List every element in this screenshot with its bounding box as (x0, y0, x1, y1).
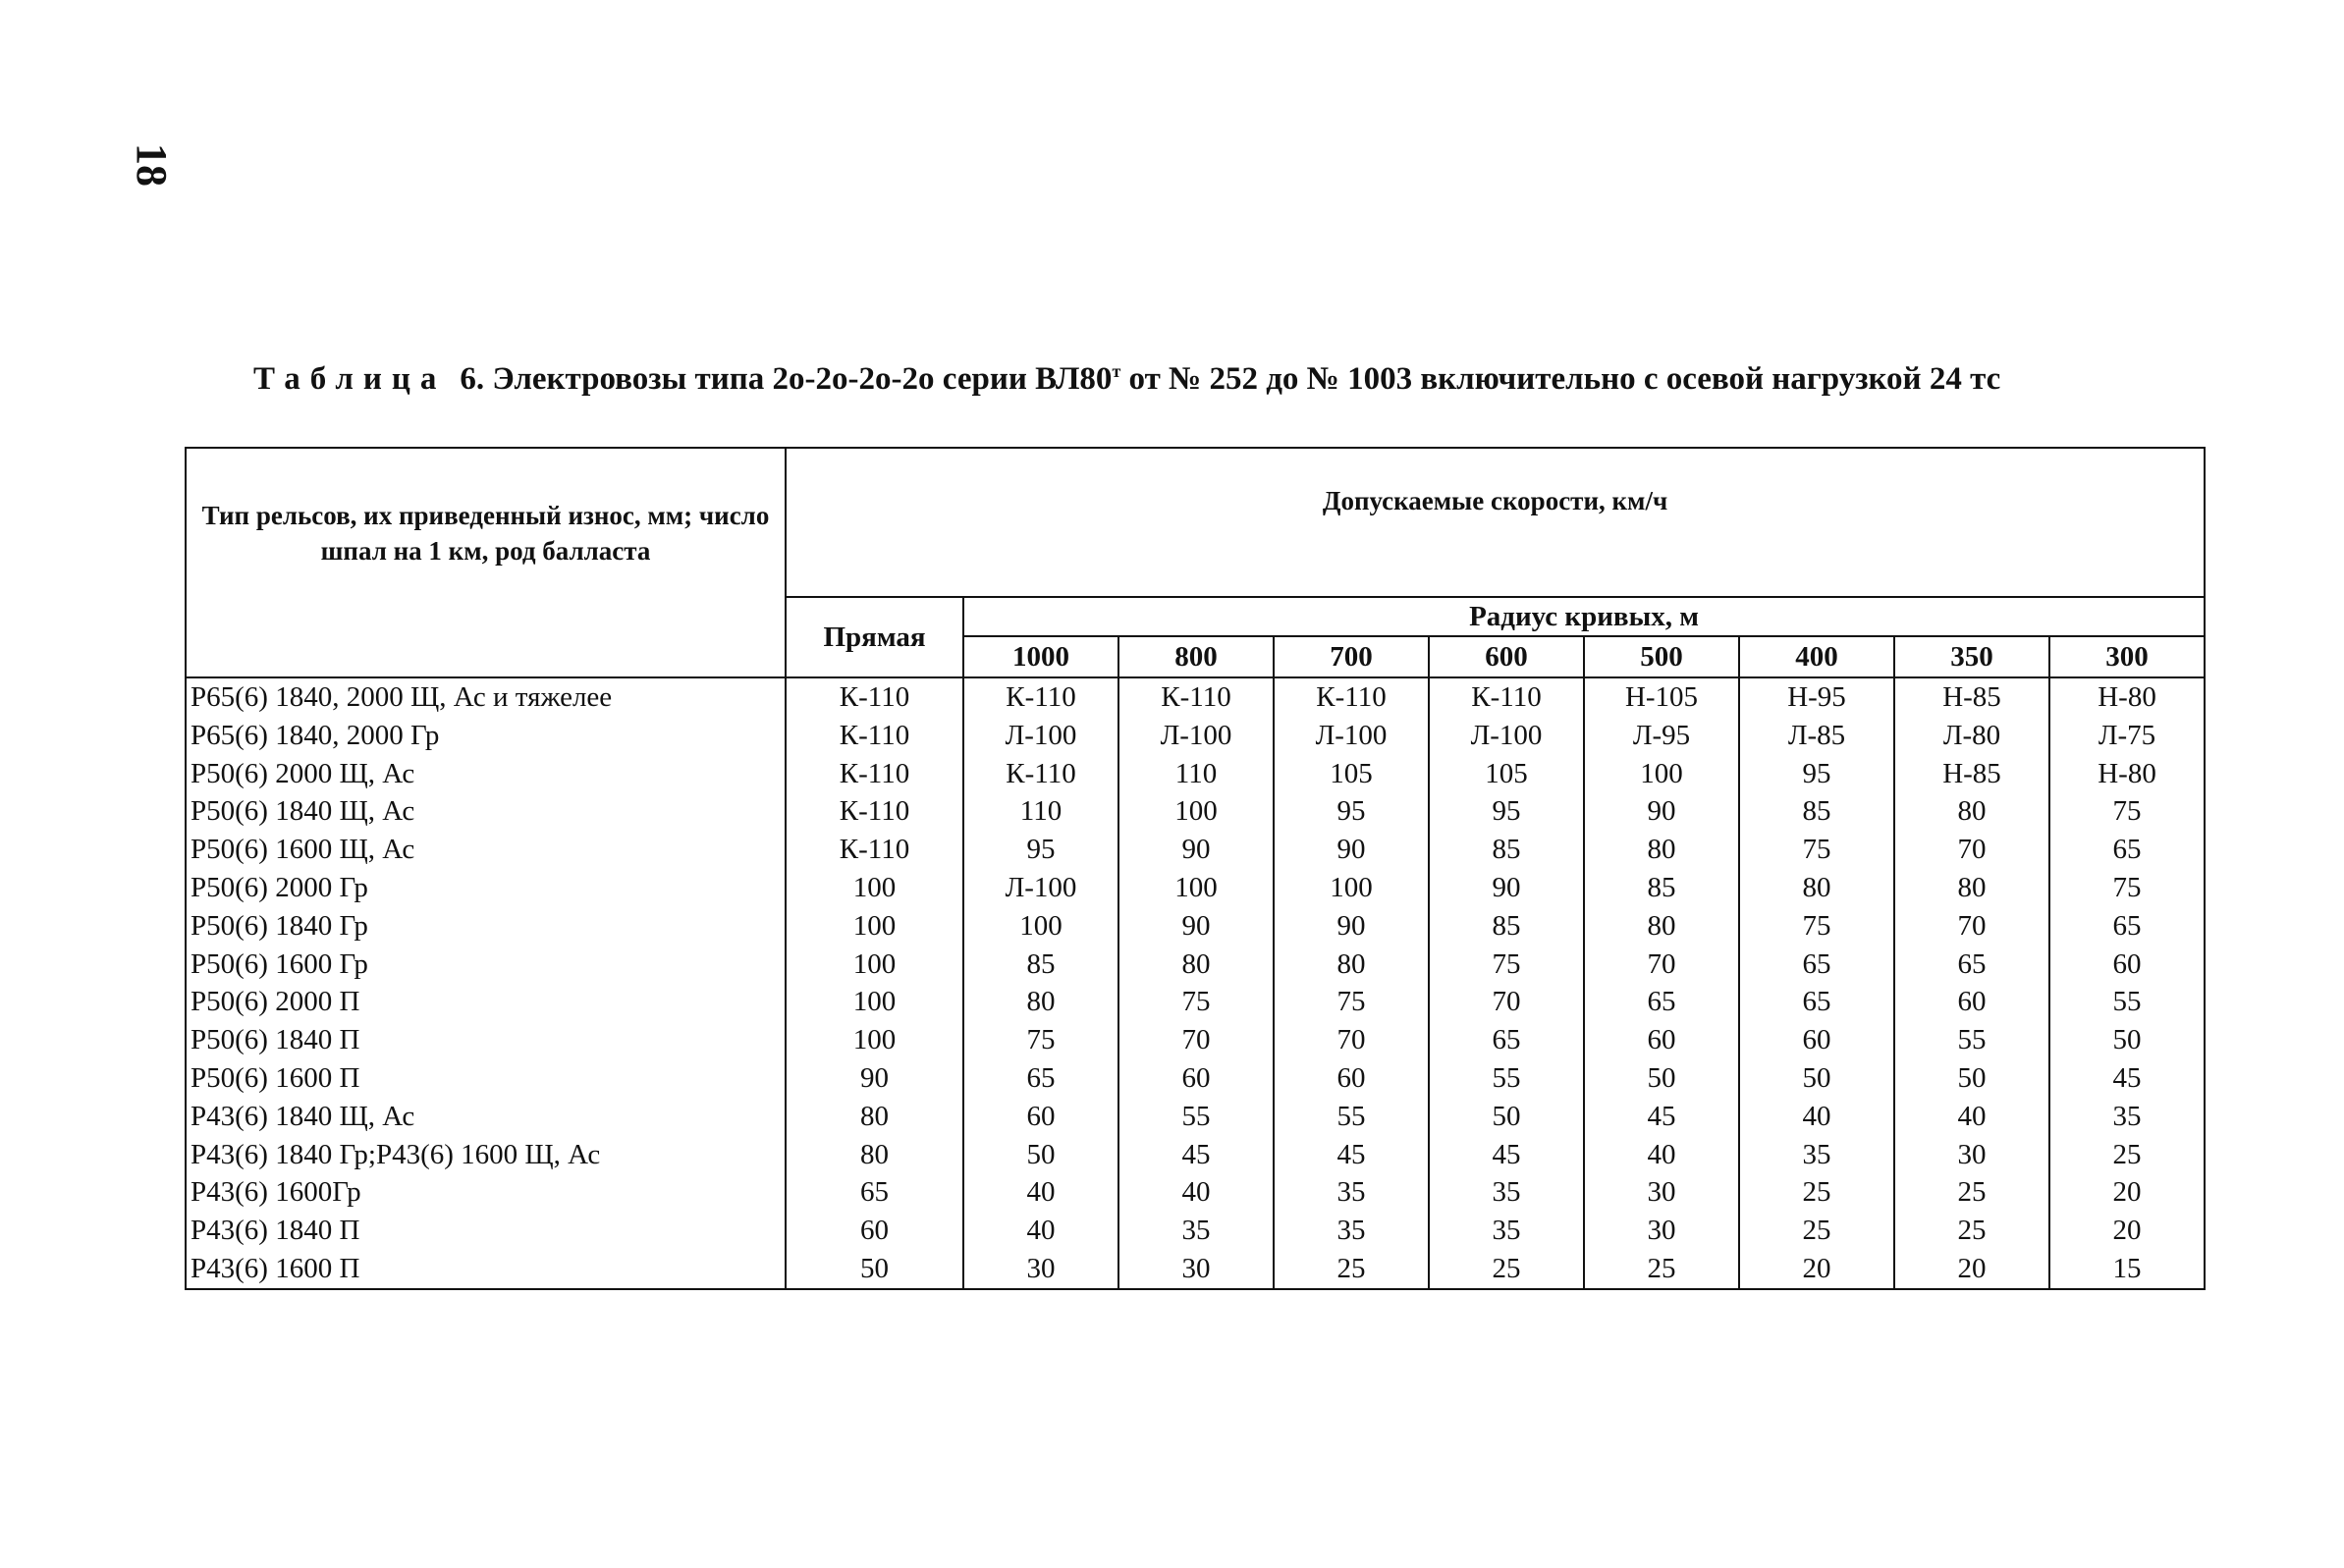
curve-speed-cell: Л-95 (1584, 717, 1739, 755)
curve-speed-cell: Л-75 (2049, 717, 2205, 755)
rail-type-cell: Р50(6) 1600 Гр (186, 946, 786, 984)
rail-type-cell: Р50(6) 1600 Щ, Ас (186, 831, 786, 869)
curve-speed-cell: 35 (1429, 1212, 1584, 1250)
curve-speed-cell: 50 (1584, 1059, 1739, 1098)
straight-speed-cell: 90 (786, 1059, 963, 1098)
radius-value-header: 350 (1894, 636, 2049, 677)
curve-speed-cell: 80 (1118, 946, 1274, 984)
curve-speed-cell: 100 (1274, 869, 1429, 907)
curve-speed-cell: 70 (1429, 983, 1584, 1021)
curve-speed-cell: 75 (1739, 907, 1894, 946)
table-row (186, 677, 2205, 717)
curve-speed-cell: 35 (1739, 1136, 1894, 1174)
curve-speed-cell: 25 (2049, 1136, 2205, 1174)
curve-speed-cell: Н-95 (1739, 677, 1894, 717)
curve-speed-cell: 90 (1274, 907, 1429, 946)
curve-speed-cell: Л-85 (1739, 717, 1894, 755)
curve-speed-cell: 45 (1118, 1136, 1274, 1174)
rail-type-cell: Р65(6) 1840, 2000 Гр (186, 717, 786, 755)
curve-speed-cell: 25 (1894, 1212, 2049, 1250)
curve-speed-cell: К-110 (1118, 677, 1274, 717)
curve-speed-cell: 60 (2049, 946, 2205, 984)
rail-type-cell: Р50(6) 1840 Щ, Ас (186, 792, 786, 831)
curve-speed-cell: 75 (1274, 983, 1429, 1021)
table-row (186, 907, 2205, 946)
curve-speed-cell: 75 (2049, 869, 2205, 907)
curve-speed-cell: Л-80 (1894, 717, 2049, 755)
table-row (186, 1250, 2205, 1289)
curve-speed-cell: 30 (1894, 1136, 2049, 1174)
table-row (186, 983, 2205, 1021)
curve-speed-cell: 90 (1118, 907, 1274, 946)
curve-speed-cell: 25 (1739, 1173, 1894, 1212)
curve-speed-cell: 35 (1118, 1212, 1274, 1250)
curve-speed-cell: 25 (1274, 1250, 1429, 1289)
curve-speed-cell: 70 (1894, 831, 2049, 869)
radius-value-header: 500 (1584, 636, 1739, 677)
page-number: 18 (128, 143, 176, 187)
caption-number: 6. (460, 361, 485, 397)
curve-speed-cell: 35 (1429, 1173, 1584, 1212)
curve-speed-cell: Л-100 (963, 717, 1118, 755)
curve-speed-cell: 65 (1739, 983, 1894, 1021)
curve-speed-cell: 85 (1739, 792, 1894, 831)
allowed-speeds-header: Допускаемые скорости, км/ч (786, 448, 2205, 597)
curve-speed-cell: 70 (1584, 946, 1739, 984)
curve-speed-cell: 85 (1429, 907, 1584, 946)
curve-speed-cell: 45 (2049, 1059, 2205, 1098)
curve-speed-cell: 25 (1584, 1250, 1739, 1289)
curve-speed-cell: 50 (2049, 1021, 2205, 1059)
curve-speed-cell: 40 (963, 1212, 1118, 1250)
table-caption (253, 355, 2217, 403)
curve-speed-cell: 75 (1118, 983, 1274, 1021)
curve-speed-cell: 90 (1274, 831, 1429, 869)
straight-speed-cell: 50 (786, 1250, 963, 1289)
rail-type-cell: Р50(6) 2000 П (186, 983, 786, 1021)
curve-speed-cell: 30 (1584, 1212, 1739, 1250)
curve-speed-cell: 65 (1584, 983, 1739, 1021)
curve-speed-cell: 55 (1429, 1059, 1584, 1098)
curve-speed-cell: 45 (1429, 1136, 1584, 1174)
curve-speed-cell: 100 (1118, 792, 1274, 831)
table-row (186, 755, 2205, 793)
curve-speed-cell: К-110 (963, 677, 1118, 717)
straight-speed-cell: 80 (786, 1098, 963, 1136)
curve-speed-cell: 25 (1739, 1212, 1894, 1250)
curve-speed-cell: 40 (1739, 1098, 1894, 1136)
curve-speed-cell: 80 (1739, 869, 1894, 907)
curve-speed-cell: 15 (2049, 1250, 2205, 1289)
curve-speed-cell: 70 (1118, 1021, 1274, 1059)
table-row (186, 1173, 2205, 1212)
curve-speed-cell: 55 (1894, 1021, 2049, 1059)
curve-speed-cell: 40 (1584, 1136, 1739, 1174)
curve-speed-cell: 100 (1118, 869, 1274, 907)
curve-speed-cell: 105 (1274, 755, 1429, 793)
curve-speed-cell: 50 (1429, 1098, 1584, 1136)
curve-speed-cell: 40 (1118, 1173, 1274, 1212)
curve-speed-cell: 90 (1118, 831, 1274, 869)
curve-speed-cell: 80 (1584, 831, 1739, 869)
rail-type-cell: Р43(6) 1840 Гр;Р43(6) 1600 Щ, Ас (186, 1136, 786, 1174)
table-row (186, 792, 2205, 831)
rail-type-cell: Р50(6) 1840 П (186, 1021, 786, 1059)
table-row (186, 1059, 2205, 1098)
curve-radius-header: Радиус кривых, м (963, 597, 2205, 636)
curve-speed-cell: 110 (963, 792, 1118, 831)
straight-speed-cell: 65 (786, 1173, 963, 1212)
table-row (186, 1021, 2205, 1059)
curve-speed-cell: 60 (1894, 983, 2049, 1021)
rail-type-cell: Р43(6) 1840 П (186, 1212, 786, 1250)
radius-value-header: 400 (1739, 636, 1894, 677)
curve-speed-cell: 90 (1584, 792, 1739, 831)
curve-speed-cell: 20 (2049, 1173, 2205, 1212)
rail-type-header: Тип рельсов, их приведенный износ, мм; число шпал на 1 км, род балласта (186, 448, 786, 677)
curve-speed-cell: 85 (1429, 831, 1584, 869)
curve-speed-cell: 50 (963, 1136, 1118, 1174)
table-row (186, 717, 2205, 755)
curve-speed-cell: 20 (1894, 1250, 2049, 1289)
curve-speed-cell: 80 (1894, 869, 2049, 907)
curve-speed-cell: 60 (1584, 1021, 1739, 1059)
curve-speed-cell: 20 (1739, 1250, 1894, 1289)
curve-speed-cell: 75 (2049, 792, 2205, 831)
curve-speed-cell: 55 (2049, 983, 2205, 1021)
rail-type-cell: Р50(6) 1600 П (186, 1059, 786, 1098)
speed-table (185, 447, 2206, 1290)
curve-speed-cell: 30 (963, 1250, 1118, 1289)
radius-value-header: 300 (2049, 636, 2205, 677)
curve-speed-cell: 60 (963, 1098, 1118, 1136)
rail-type-cell: Р50(6) 2000 Щ, Ас (186, 755, 786, 793)
curve-speed-cell: 45 (1584, 1098, 1739, 1136)
curve-speed-cell: 85 (963, 946, 1118, 984)
curve-speed-cell: Н-80 (2049, 677, 2205, 717)
rail-type-cell: Р43(6) 1600 П (186, 1250, 786, 1289)
caption-text-end: от № 252 до № 1003 включительно с осевой нагрузкой 24 тс (1120, 361, 2001, 397)
radius-value-header: 700 (1274, 636, 1429, 677)
curve-speed-cell: К-110 (1274, 677, 1429, 717)
rail-type-cell: Р65(6) 1840, 2000 Щ, Ас и тяжелее (186, 677, 786, 717)
curve-speed-cell: Л-100 (1274, 717, 1429, 755)
straight-speed-cell: К-110 (786, 755, 963, 793)
straight-speed-cell: 60 (786, 1212, 963, 1250)
curve-speed-cell: 80 (963, 983, 1118, 1021)
curve-speed-cell: 40 (963, 1173, 1118, 1212)
curve-speed-cell: 65 (2049, 907, 2205, 946)
curve-speed-cell: 95 (1739, 755, 1894, 793)
curve-speed-cell: 75 (1429, 946, 1584, 984)
straight-speed-cell: К-110 (786, 792, 963, 831)
straight-speed-cell: 100 (786, 907, 963, 946)
curve-speed-cell: Л-100 (1118, 717, 1274, 755)
straight-speed-cell: 100 (786, 869, 963, 907)
straight-speed-cell: К-110 (786, 677, 963, 717)
curve-speed-cell: 35 (1274, 1212, 1429, 1250)
curve-speed-cell: 35 (2049, 1098, 2205, 1136)
curve-speed-cell: 85 (1584, 869, 1739, 907)
curve-speed-cell: Н-80 (2049, 755, 2205, 793)
curve-speed-cell: 80 (1584, 907, 1739, 946)
curve-speed-cell: 75 (963, 1021, 1118, 1059)
rail-type-cell: Р50(6) 2000 Гр (186, 869, 786, 907)
curve-speed-cell: 95 (1429, 792, 1584, 831)
curve-speed-cell: 20 (2049, 1212, 2205, 1250)
table-row (186, 869, 2205, 907)
curve-speed-cell: 60 (1118, 1059, 1274, 1098)
curve-speed-cell: Н-105 (1584, 677, 1739, 717)
curve-speed-cell: 90 (1429, 869, 1584, 907)
curve-speed-cell: 65 (2049, 831, 2205, 869)
curve-speed-cell: 50 (1739, 1059, 1894, 1098)
curve-speed-cell: 25 (1894, 1173, 2049, 1212)
rail-type-cell: Р50(6) 1840 Гр (186, 907, 786, 946)
curve-speed-cell: 65 (1894, 946, 2049, 984)
curve-speed-cell: 35 (1274, 1173, 1429, 1212)
curve-speed-cell: 60 (1739, 1021, 1894, 1059)
curve-speed-cell: 65 (1739, 946, 1894, 984)
curve-speed-cell: 100 (1584, 755, 1739, 793)
curve-speed-cell: 30 (1118, 1250, 1274, 1289)
caption-lead: Таблица (253, 361, 447, 397)
curve-speed-cell: 25 (1429, 1250, 1584, 1289)
table-row (186, 1098, 2205, 1136)
straight-speed-cell: 100 (786, 1021, 963, 1059)
curve-speed-cell: 110 (1118, 755, 1274, 793)
curve-speed-cell: 65 (963, 1059, 1118, 1098)
straight-speed-cell: 100 (786, 983, 963, 1021)
curve-speed-cell: Н-85 (1894, 677, 2049, 717)
radius-value-header: 800 (1118, 636, 1274, 677)
curve-speed-cell: 80 (1274, 946, 1429, 984)
curve-speed-cell: 65 (1429, 1021, 1584, 1059)
caption-text: Электровозы типа 2о-2о-2о-2о серии ВЛ80 (492, 361, 1113, 397)
curve-speed-cell: 45 (1274, 1136, 1429, 1174)
curve-speed-cell: 80 (1894, 792, 2049, 831)
curve-speed-cell: 55 (1118, 1098, 1274, 1136)
straight-speed-cell: 100 (786, 946, 963, 984)
table-row (186, 831, 2205, 869)
curve-speed-cell: Л-100 (963, 869, 1118, 907)
table-body (186, 677, 2205, 1289)
curve-speed-cell: К-110 (1429, 677, 1584, 717)
rail-type-cell: Р43(6) 1600Гр (186, 1173, 786, 1212)
caption-superscript: т (1112, 361, 1121, 381)
table-row (186, 1136, 2205, 1174)
curve-speed-cell: 55 (1274, 1098, 1429, 1136)
curve-speed-cell: 105 (1429, 755, 1584, 793)
curve-speed-cell: 60 (1274, 1059, 1429, 1098)
radius-value-header: 600 (1429, 636, 1584, 677)
curve-speed-cell: 95 (963, 831, 1118, 869)
curve-speed-cell: 100 (963, 907, 1118, 946)
rail-type-cell: Р43(6) 1840 Щ, Ас (186, 1098, 786, 1136)
curve-speed-cell: 70 (1894, 907, 2049, 946)
curve-speed-cell: Л-100 (1429, 717, 1584, 755)
curve-speed-cell: 30 (1584, 1173, 1739, 1212)
straight-speed-cell: К-110 (786, 831, 963, 869)
radius-value-header: 1000 (963, 636, 1118, 677)
curve-speed-cell: К-110 (963, 755, 1118, 793)
table-row (186, 1212, 2205, 1250)
curve-speed-cell: 70 (1274, 1021, 1429, 1059)
curve-speed-cell: 40 (1894, 1098, 2049, 1136)
straight-speed-cell: К-110 (786, 717, 963, 755)
straight-speed-cell: 80 (786, 1136, 963, 1174)
curve-speed-cell: 95 (1274, 792, 1429, 831)
curve-speed-cell: 50 (1894, 1059, 2049, 1098)
curve-speed-cell: 75 (1739, 831, 1894, 869)
table-row (186, 946, 2205, 984)
curve-speed-cell: Н-85 (1894, 755, 2049, 793)
straight-header: Прямая (786, 597, 963, 677)
